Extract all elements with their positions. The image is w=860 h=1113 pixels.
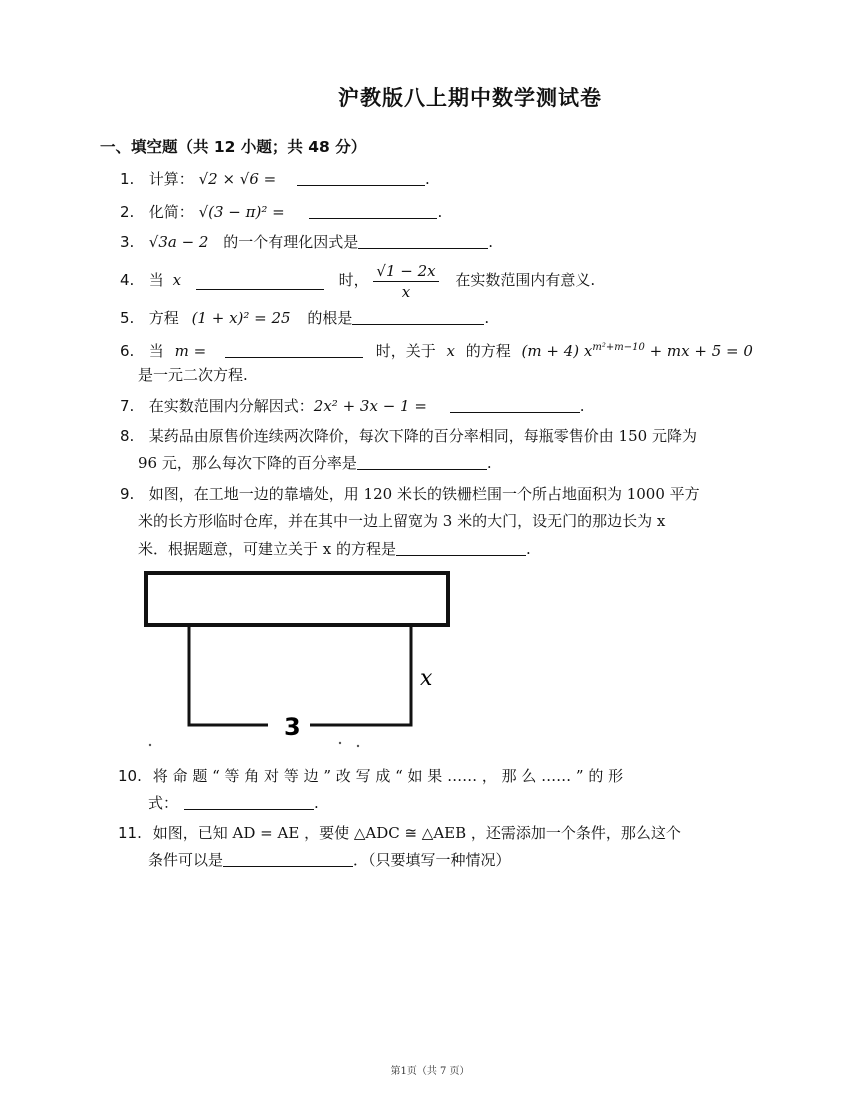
question-text: 当 — [148, 342, 164, 360]
question-text: 计算： — [148, 170, 194, 188]
label-x: x — [420, 666, 433, 691]
question-number: 2. — [120, 203, 135, 221]
question-9-line-3: 米．根据题意，可建立关于 x 的方程是 . — [138, 540, 531, 558]
question-6-continuation: 是一元二次方程. — [138, 366, 248, 384]
question-text: 当 — [148, 271, 164, 289]
answer-blank[interactable] — [309, 202, 437, 219]
answer-blank[interactable] — [196, 273, 324, 290]
question-text: 时，关于 — [375, 342, 436, 360]
question-2: 2. 化简： √(3 − π)² = . — [120, 203, 443, 221]
answer-blank[interactable] — [358, 232, 488, 249]
question-number: 10. — [118, 767, 142, 785]
math-expression: √2 × √6 = — [198, 170, 277, 188]
question-text: 方程 — [148, 309, 179, 327]
answer-blank[interactable] — [357, 453, 487, 470]
math-expression: (m + 4) $x^{m^2+m-10}$ + mx + 5 = 0 — [521, 342, 753, 360]
page-footer: 第1页（共 7 页） — [390, 1066, 470, 1077]
math-expression: √3a − 2 — [148, 233, 209, 251]
question-9-line-2: 米的长方形临时仓库，并在其中一边上留宽为 3 米的大门，设无门的那边长为 x — [138, 512, 666, 530]
question-3: 3. √3a − 2 的一个有理化因式是 . — [120, 233, 494, 251]
question-text: 化简： — [148, 203, 194, 221]
question-5: 5. 方程 (1 + x)² = 25 的根是 . — [120, 309, 490, 327]
question-text: 将 命 题 “ 等 角 对 等 边 ” 改 写 成 “ 如 果 …… ， 那 么 …… ” 的 形 — [152, 767, 624, 785]
question-7: 7. 在实数范围内分解因式：2x² + 3x − 1 = . — [120, 397, 585, 415]
question-8 — [120, 425, 697, 447]
question-text: 的一个有理化因式是 — [223, 233, 359, 251]
fence-left — [189, 627, 268, 725]
question-number: 11. — [118, 824, 142, 842]
answer-blank[interactable] — [297, 169, 425, 186]
question-text: 的根是 — [307, 309, 353, 327]
scan-speck — [339, 742, 341, 744]
question-number: 8. — [120, 427, 135, 445]
answer-blank[interactable] — [352, 308, 484, 325]
math-fraction: $\frac{√1 - 2x}{x}$ — [373, 261, 438, 302]
question-10-continuation: 式： . — [148, 794, 319, 812]
question-number: 4. — [120, 271, 135, 289]
warehouse-diagram — [140, 565, 470, 755]
math-expression: (1 + x)² = 25 — [191, 309, 291, 327]
question-text: 某药品由原售价连续两次降价，每次下降的百分率相同，每瓶零售价由 150 元降为 — [148, 427, 697, 445]
scan-speck — [149, 744, 151, 746]
answer-blank[interactable] — [223, 850, 353, 867]
question-number: 3. — [120, 233, 135, 251]
question-number: 1. — [120, 170, 135, 188]
question-text: 在实数范围内有意义. — [455, 271, 596, 289]
question-number: 6. — [120, 342, 135, 360]
question-9 — [120, 483, 700, 505]
answer-blank[interactable] — [184, 793, 314, 810]
question-8-continuation: 96 元，那么每次下降的百分率是 . — [138, 454, 492, 472]
question-number: 9. — [120, 485, 135, 503]
math-expression: 2x² + 3x − 1 = — [313, 397, 427, 415]
wall-rectangle — [146, 573, 448, 625]
question-10 — [118, 765, 623, 787]
scan-speck — [357, 745, 359, 747]
question-11-continuation: 条件可以是 ．（只要填写一种情况） — [148, 851, 511, 869]
answer-blank[interactable] — [396, 539, 526, 556]
section-heading: 一、填空题（共 12 小题；共 48 分） — [100, 138, 367, 156]
math-variable: x — [446, 342, 455, 360]
question-4 — [120, 258, 595, 302]
page-title: 沪教版八上期中数学测试卷 — [338, 86, 602, 110]
math-expression: √(3 − π)² = — [198, 203, 285, 221]
question-number: 7. — [120, 397, 135, 415]
answer-blank[interactable] — [225, 341, 363, 358]
question-text: 如图，已知 AD = AE ，要使 △ADC ≅ △AEB ，还需添加一个条件，那么这个 — [152, 824, 681, 842]
question-1: 1. 计算： √2 × √6 = . — [120, 170, 430, 188]
question-text: 时， — [338, 271, 369, 289]
label-3: 3 — [284, 713, 301, 741]
math-variable: x — [172, 271, 182, 289]
fence-right — [310, 627, 411, 725]
question-number: 5. — [120, 309, 135, 327]
math-expression: m = — [174, 342, 207, 360]
question-text: 的方程 — [465, 342, 511, 360]
answer-blank[interactable] — [450, 396, 580, 413]
question-text: 在实数范围内分解因式： — [148, 397, 314, 415]
question-text: 如图，在工地一边的靠墙处，用 120 米长的铁栅栏围一个所占地面积为 1000 平方 — [148, 485, 700, 503]
question-11 — [118, 822, 681, 844]
question-6 — [120, 337, 753, 362]
